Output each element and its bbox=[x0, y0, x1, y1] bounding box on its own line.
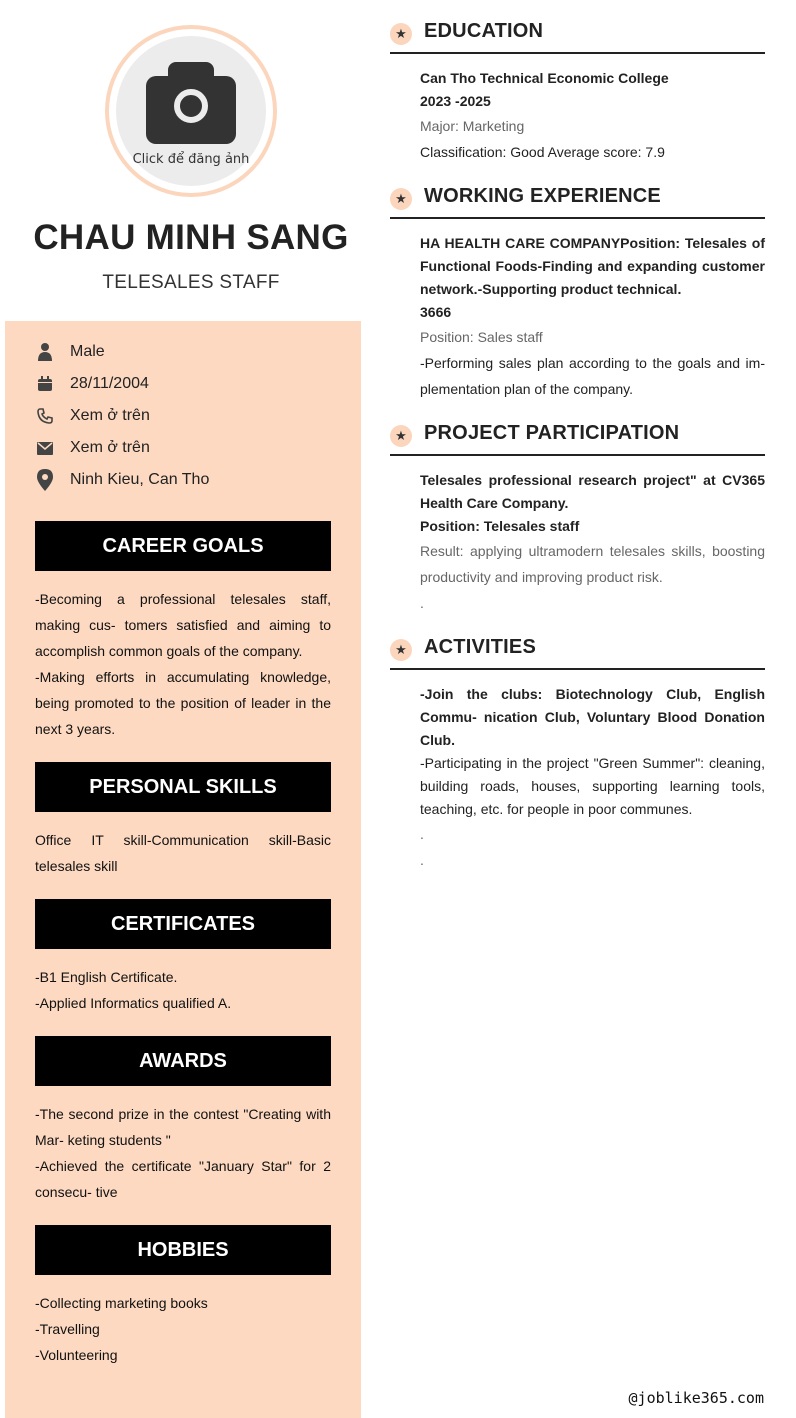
hobbies-text bbox=[35, 1290, 331, 1368]
major: Major: Marketing bbox=[420, 118, 525, 134]
activity-participation: -Participating in the project "Green Summer": cleaning, building roads, houses, supporting learning tools, teaching, etc. for people in poor communes. bbox=[420, 755, 765, 817]
projects-body bbox=[420, 469, 765, 616]
study-period: 2023 -2025 bbox=[420, 93, 491, 109]
profile-header bbox=[0, 0, 366, 320]
personal-skills-text bbox=[35, 827, 331, 879]
school-name: Can Tho Technical Economic College bbox=[420, 70, 669, 86]
education-header bbox=[390, 22, 765, 54]
activities-heading: ACTIVITIES bbox=[424, 636, 537, 658]
birthday-text: 28/11/2004 bbox=[70, 375, 149, 392]
footer-watermark: @joblike365.com bbox=[628, 1389, 764, 1407]
award-line: -The second prize in the contest "Creating with Mar- keting students " bbox=[35, 1106, 331, 1148]
certificate-line: -Applied Informatics qualified A. bbox=[35, 995, 232, 1011]
hobby-line: -Collecting marketing books bbox=[35, 1295, 208, 1311]
left-panel bbox=[5, 321, 361, 1418]
projects-header bbox=[390, 424, 765, 456]
certificates-heading: CERTIFICATES bbox=[35, 899, 331, 949]
company-code: 3666 bbox=[420, 304, 452, 320]
experience-heading: WORKING EXPERIENCE bbox=[424, 185, 661, 207]
location-pin-icon bbox=[35, 470, 55, 490]
hobbies-heading: HOBBIES bbox=[35, 1225, 331, 1275]
hobby-line: -Travelling bbox=[35, 1321, 100, 1337]
experience-body bbox=[420, 232, 765, 402]
calendar-icon bbox=[35, 374, 55, 394]
award-line: -Achieved the certificate "January Star" for 2 consecu- tive bbox=[35, 1158, 331, 1200]
company-info: HA HEALTH CARE COMPANYPosition: Telesales of Functional Foods-Finding and expanding customer network.-Supporting product technical. bbox=[420, 235, 765, 297]
activities-body bbox=[420, 683, 765, 873]
gender-text: Male bbox=[70, 343, 105, 360]
education-heading: EDUCATION bbox=[424, 20, 544, 42]
star-icon: ★ bbox=[390, 639, 412, 661]
awards-text bbox=[35, 1101, 331, 1205]
job-title: TELESALES STAFF bbox=[102, 272, 280, 293]
hobby-line: -Volunteering bbox=[35, 1347, 118, 1363]
info-gender bbox=[35, 341, 105, 363]
activity-dot: . bbox=[420, 826, 424, 842]
career-goal-line: -Making efforts in accumulating knowledge, being promoted to the position of leader in the next 3 years. bbox=[35, 669, 331, 737]
activity-clubs: -Join the clubs: Biotechnology Club, English Commu- nication Club, Voluntary Blood Donation Club. bbox=[420, 686, 765, 748]
avatar-upload[interactable] bbox=[105, 25, 277, 197]
experience-description: -Performing sales plan according to the goals and im- plementation plan of the company. bbox=[420, 355, 765, 397]
camera-lens-icon bbox=[174, 89, 208, 123]
star-icon: ★ bbox=[390, 188, 412, 210]
email-text: Xem ở trên bbox=[70, 439, 150, 456]
awards-heading: AWARDS bbox=[35, 1036, 331, 1086]
certificates-text bbox=[35, 964, 331, 1016]
career-goals-text bbox=[35, 586, 331, 742]
projects-heading: PROJECT PARTICIPATION bbox=[424, 422, 680, 444]
classification: Classification: Good Average score: 7.9 bbox=[420, 144, 665, 160]
activity-dot: . bbox=[420, 852, 424, 868]
activities-header bbox=[390, 638, 765, 670]
person-icon bbox=[35, 342, 55, 362]
photo-caption: Click để đăng ảnh bbox=[132, 152, 250, 167]
personal-skills-heading: PERSONAL SKILLS bbox=[35, 762, 331, 812]
phone-text: Xem ở trên bbox=[70, 407, 150, 424]
career-goal-line: -Becoming a professional telesales staff, making cus- tomers satisfied and aiming to accomplish common goals of the company. bbox=[35, 591, 331, 659]
education-body bbox=[420, 67, 765, 165]
phone-icon bbox=[35, 406, 55, 426]
star-icon: ★ bbox=[390, 425, 412, 447]
project-result: Result: applying ultramodern telesales skills, boosting productivity and improving product risk. bbox=[420, 543, 765, 585]
address-text: Ninh Kieu, Can Tho bbox=[70, 471, 210, 488]
info-email bbox=[35, 437, 150, 459]
experience-header bbox=[390, 187, 765, 219]
skill-line: Office IT skill-Communication skill-Basic telesales skill bbox=[35, 832, 331, 874]
avatar-placeholder bbox=[116, 36, 266, 186]
certificate-line: -B1 English Certificate. bbox=[35, 969, 178, 985]
project-dot: . bbox=[420, 595, 424, 611]
career-goals-heading: CAREER GOALS bbox=[35, 521, 331, 571]
star-icon: ★ bbox=[390, 23, 412, 45]
info-address bbox=[35, 469, 209, 491]
project-position: Position: Telesales staff bbox=[420, 518, 580, 534]
experience-position: Position: Sales staff bbox=[420, 329, 543, 345]
info-birthday bbox=[35, 373, 149, 395]
candidate-name: CHAU MINH SANG bbox=[33, 218, 349, 257]
project-name: Telesales professional research project" at CV365 Health Care Company. bbox=[420, 472, 765, 511]
email-icon bbox=[35, 438, 55, 458]
info-phone bbox=[35, 405, 150, 427]
